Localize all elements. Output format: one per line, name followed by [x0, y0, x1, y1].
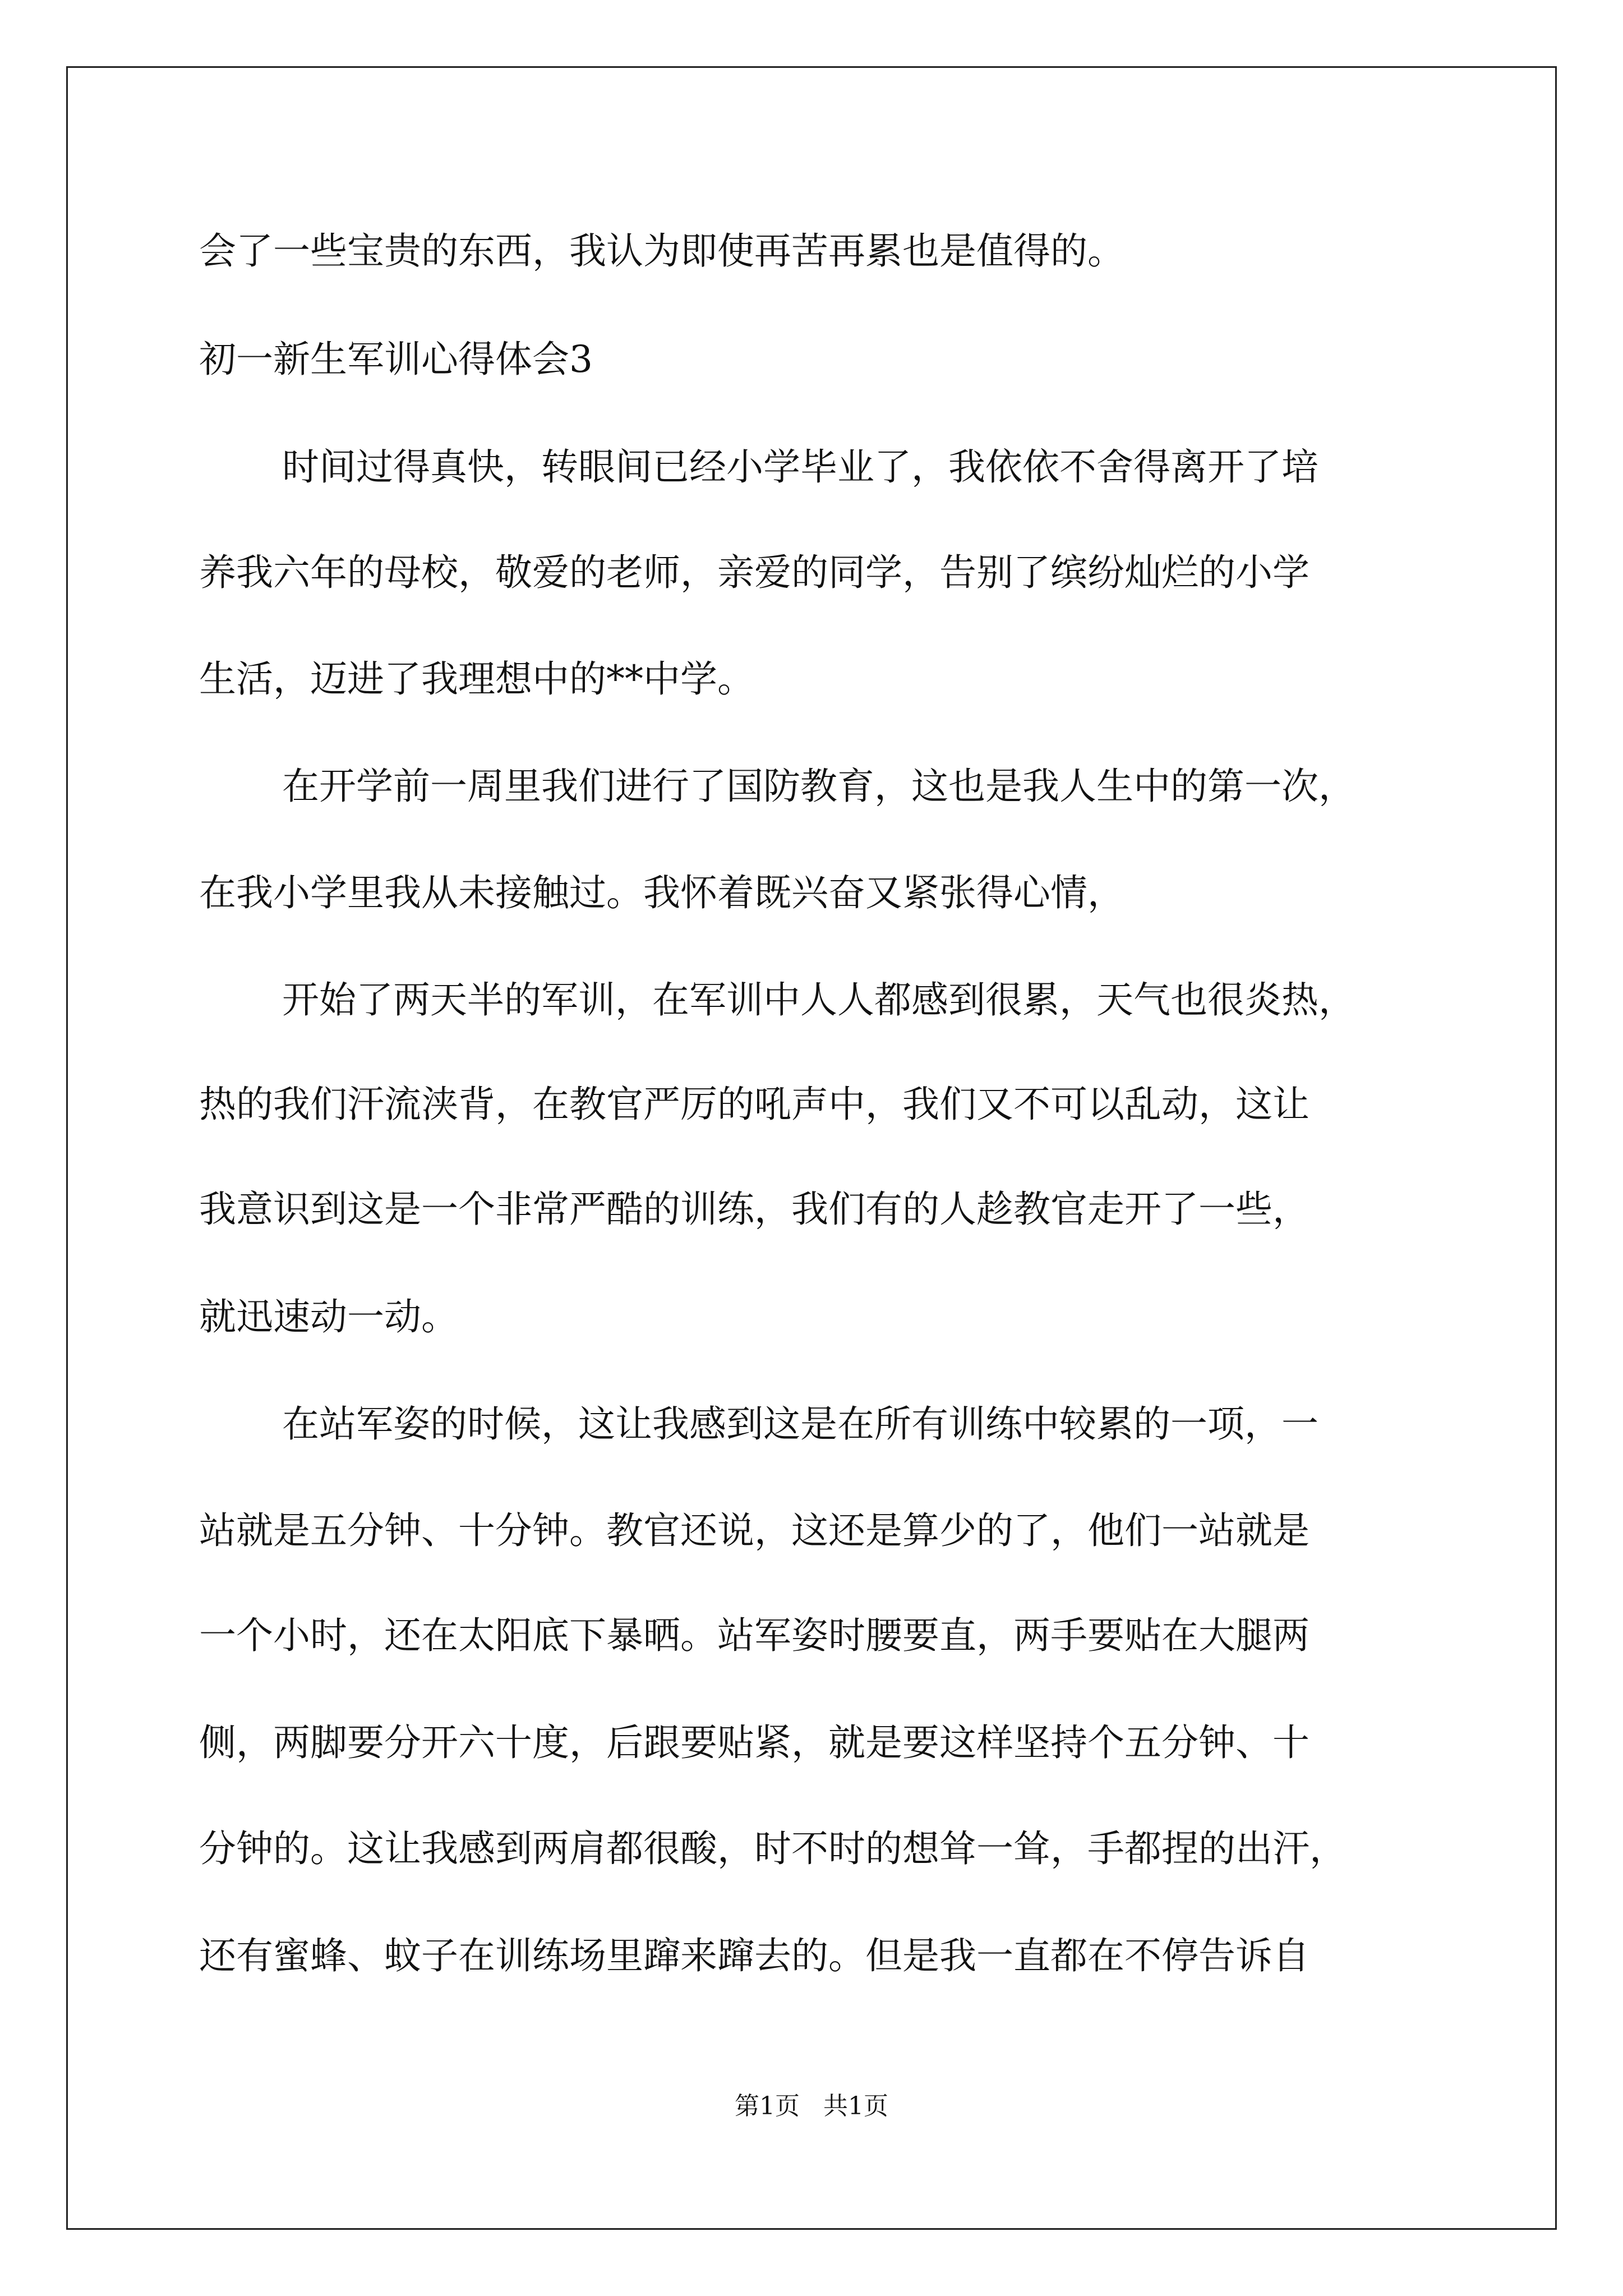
text-line: 一个小时，还在太阳底下暴晒。站军姿时腰要直，两手要贴在大腿两: [199, 1614, 1310, 1657]
text-line: 生活，迈进了我理想中的**中学。: [199, 657, 754, 701]
text-line: 时间过得真快，转眼间已经小学毕业了，我依依不舍得离开了培: [282, 445, 1318, 489]
text-line: 养我六年的母校，敬爱的老师，亲爱的同学，告别了缤纷灿烂的小学: [199, 551, 1310, 594]
text-line: 就迅速动一动。: [199, 1295, 458, 1338]
text-line: 开始了两天半的军训，在军训中人人都感到很累，天气也很炎热，: [282, 978, 1355, 1022]
text-line: 侧，两脚要分开六十度，后跟要贴紧，就是要这样坚持个五分钟、十: [199, 1721, 1310, 1764]
text-line: 站就是五分钟、十分钟。教官还说，这还是算少的了，他们一站就是: [199, 1509, 1310, 1552]
text-line: 在开学前一周里我们进行了国防教育，这也是我人生中的第一次，: [282, 765, 1355, 808]
section-heading: 初一新生军训心得体会3: [199, 338, 593, 381]
text-line: 热的我们汗流浃背，在教官严厉的吼声中，我们又不可以乱动，这让: [199, 1083, 1310, 1126]
text-line: 还有蜜蜂、蚊子在训练场里蹿来蹿去的。但是我一直都在不停告诉自: [199, 1934, 1310, 1977]
text-line: 分钟的。这让我感到两肩都很酸，时不时的想耸一耸，手都捏的出汗，: [199, 1827, 1347, 1870]
text-line: 在站军姿的时候，这让我感到这是在所有训练中较累的一项，一: [282, 1402, 1318, 1446]
text-line: 会了一些宝贵的东西，我认为即使再苦再累也是值得的。: [199, 229, 1124, 273]
text-line: 在我小学里我从未接触过。我怀着既兴奋又紧张得心情，: [199, 871, 1124, 914]
page-number: 第1页 共1页: [735, 2092, 888, 2120]
text-line: 我意识到这是一个非常严酷的训练，我们有的人趁教官走开了一些，: [199, 1188, 1310, 1231]
